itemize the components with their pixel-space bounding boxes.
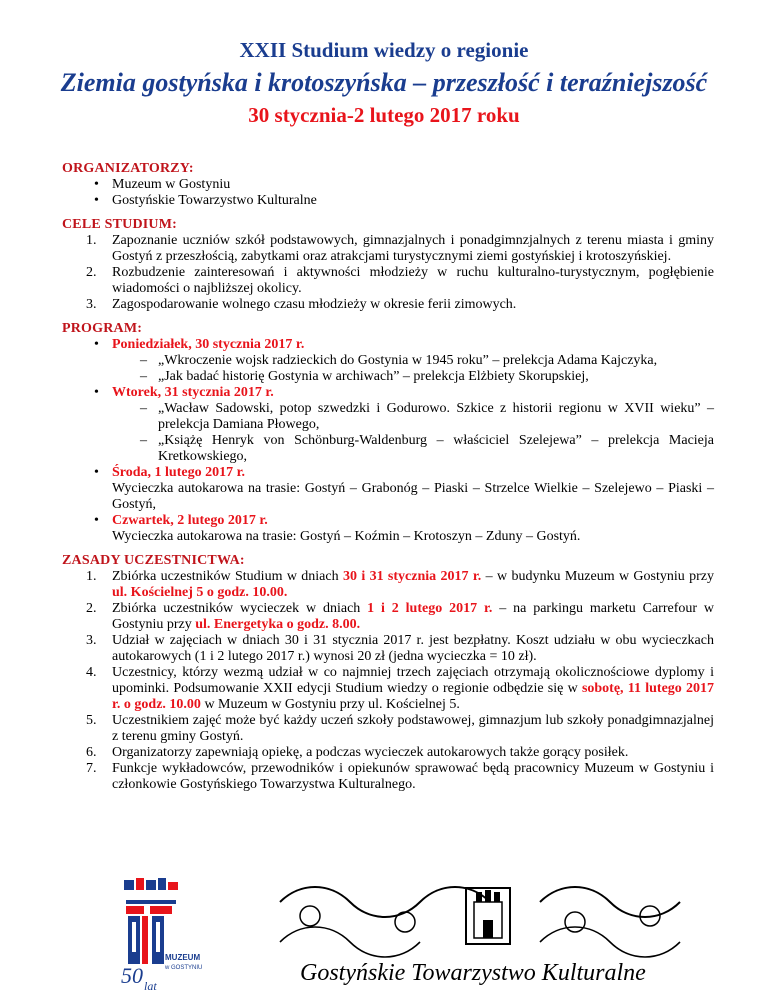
museum-lat: lat [144, 979, 157, 993]
rule-item: 5. Uczestnikiem zajęć może być każdy uczeń szkoły podstawowej, gimnazjum lub szkoły ponadgimnazjalnej z terenu gminy Gostyń. [86, 713, 714, 744]
organizer-item: • Gostyńskie Towarzystwo Kulturalne [62, 193, 714, 209]
document-dates: 30 stycznia-2 lutego 2017 roku [248, 103, 520, 127]
rule-item: 3. Udział w zajęciach w dniach 30 i 31 stycznia 2017 r. jest bezpłatny. Koszt udziału w obu wycieczkach autokarowych (1 i 2 lutego 2017 r.) wynosi 20 zł (jedna wycieczka = 10 zł). [86, 633, 714, 664]
logos-area [0, 872, 768, 994]
goal-text: Zagospodarowanie wolnego czasu młodzieży w okresie ferii zimowych. [112, 297, 517, 312]
goal-item [62, 233, 714, 265]
program-days [62, 337, 714, 353]
rules-list [62, 569, 714, 793]
document-title: Ziemia gostyńska i krotoszyńska – przeszłość i teraźniejszość [60, 68, 708, 97]
document-subtitle: XXII Studium wiedzy o regionie [239, 38, 529, 62]
program-day-tuesday [62, 385, 714, 401]
rule-item: 2. Zbiórka uczestników wycieczek w dniach 1 i 2 lutego 2017 r. – na parkingu marketu Carrefour w Gostyniu przy ul. Energetyka o godz. 8.00. [86, 601, 714, 632]
tuesday-lectures [62, 401, 714, 465]
rule-item: 1. Zbiórka uczestników Studium w dniach 30 i 31 stycznia 2017 r. – w budynku Muzeum w Gostyniu przy ul. Kościelnej 5 o godz. 10.00. [86, 569, 714, 600]
museum-place: w GOSTYNIU [165, 965, 203, 971]
program-heading: PROGRAM: [62, 321, 143, 336]
lecture-item: – „Jak badać historię Gostynia w archiwach” – prelekcja Elżbiety Skorupskiej, [140, 369, 589, 384]
day-label: Czwartek, 2 lutego 2017 r. [112, 513, 268, 528]
gtk-logo [280, 887, 680, 957]
rules-heading: ZASADY UCZESTNICTWA: [62, 553, 245, 568]
day-label: Wtorek, 31 stycznia 2017 r. [112, 385, 274, 400]
lecture-item: – „Wkroczenie wojsk radzieckich do Gostynia w 1945 roku” – prelekcja Adama Kajczyka, [140, 353, 658, 368]
organizers-heading: ORGANIZATORZY: [62, 161, 194, 176]
goal-text: Zapoznanie uczniów szkół podstawowych, gimnazjalnych i ponadgimnzjalnych z terenu miasta i gminy Gostyń z przeszłością, zabytkami oraz atrakcjami turystycznymi ziemi gostyńskiej i krotoszyńskiej. [112, 233, 714, 264]
museum-logo [0, 872, 768, 994]
goal-item [62, 265, 714, 297]
goal-text: Rozbudzenie zainteresowań i aktywności młodzieży w ruchu kulturalno-turystycznym, pogłębienie wiadomości o najbliższej okolicy. [112, 265, 714, 296]
day-label: Środa, 1 lutego 2017 r. [112, 465, 246, 480]
goal-number: 1. [86, 233, 97, 248]
goal-number: 2. [86, 265, 97, 280]
rule-item: 7. Funkcje wykładowców, przewodników i opiekunów sprawować będą pracownicy Muzeum w Gostyniu i członkowie Gostyńskiego Towarzystwa Kulturalnego. [86, 761, 714, 792]
museum-name: MUZEUM [165, 953, 201, 962]
goals-heading: CELE STUDIUM: [62, 217, 178, 232]
organizers-list [62, 177, 714, 209]
museum-logo-mark [124, 878, 178, 964]
organizer-item: • Muzeum w Gostyniu [62, 177, 714, 193]
lecture-item: – „Książę Henryk von Schönburg-Waldenburg – właściciel Szelejewa” – prelekcja Macieja Kretkowskiego, [140, 433, 714, 464]
goal-item [62, 297, 714, 313]
wednesday-trip: Wycieczka autokarowa na trasie: Gostyń – Grabonóg – Piaski – Strzelce Wielkie – Szelejewo – Piaski – Gostyń, [112, 481, 714, 512]
museum-years: 50 [121, 963, 143, 988]
rule-item: 6. Organizatorzy zapewniają opiekę, a podczas wycieczek autokarowych także gorący posiłek. [86, 745, 629, 760]
gtk-name: Gostyńskie Towarzystwo Kulturalne [300, 960, 646, 986]
program-day-thursday [62, 513, 714, 529]
thursday-trip: Wycieczka autokarowa na trasie: Gostyń – Koźmin – Krotoszyn – Zduny – Gostyń. [112, 529, 581, 544]
goal-number: 3. [86, 297, 97, 312]
program-day-monday [62, 337, 714, 353]
lecture-item: – „Wacław Sadowski, potop szwedzki i Godurowo. Szkice z historii regionu w XVII wieku” – prelekcja Damiana Płowego, [140, 401, 714, 432]
goals-list [62, 233, 714, 313]
rule-item: 4. Uczestnicy, którzy wezmą udział w co najmniej trzech zajęciach otrzymają okolicznościowe dyplomy i upominki. Podsumowanie XXII edycji Studium wiedzy o regionie odbędzie się w sobotę, 11 lutego 2017 r. o godz. 10.00 w Muzeum w Gostyniu przy ul. Kościelnej 5. [86, 665, 715, 712]
document-body [62, 161, 714, 793]
monday-lectures [62, 353, 714, 385]
day-label: Poniedziałek, 30 stycznia 2017 r. [112, 337, 305, 352]
program-day-wednesday [62, 465, 714, 481]
